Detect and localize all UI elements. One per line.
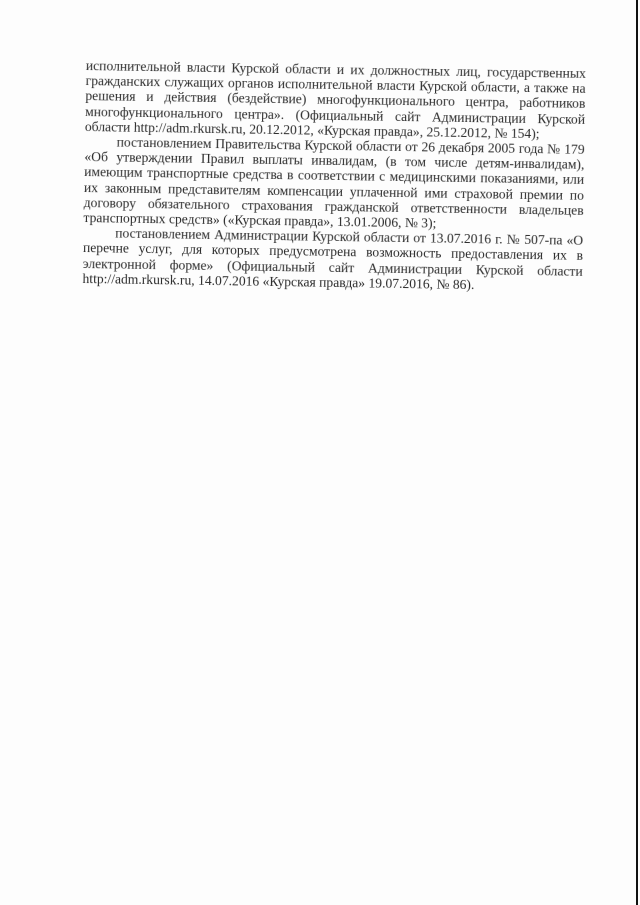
- paragraph-resolution-2005: постановлением Правительства Курской области от 26 декабря 2005 года № 179 «Об утверждении Правил выплаты инвалидам, (в том числе детям-инвалидам), имеющим транспортные средства в соответствии с медицинскими показаниями, или их законным представителям компенсации уплаченной ими страховой премии по договору обязательного страхования гражданской ответственности владельцев транспортных средств» («Курская правда», 13.01.2006, № 3);: [83, 134, 585, 231]
- paragraph-resolution-2016: постановлением Администрации Курской области от 13.07.2016 г. № 507-па «О перечне услуг, для которых предусмотрена возможность предоставления их в электронной форме» (Официальный сайт Администрации Курской области http://adm.rkursk.ru, 14.07.2016 «Курская правда» 19.07.2016, № 86).: [82, 225, 584, 292]
- scan-edge-line: [636, 0, 638, 905]
- document-body: [82, 58, 586, 294]
- paragraph-continuation: исполнительной власти Курской области и их должностных лиц, государственных гражданских служащих органов исполнительной власти Курской области, а также на решения и действия (бездействие) многофункционального центра, работников многофункционального центра». (Официальный сайт Администрации Курской области http://adm.rkursk.ru, 20.12.2012, «Курская правда», 25.12.2012, № 154);: [84, 58, 586, 141]
